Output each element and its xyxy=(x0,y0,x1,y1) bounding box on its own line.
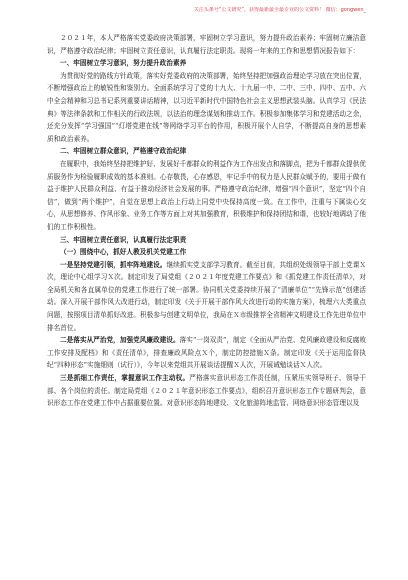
section-3-paragraph-1 xyxy=(47,259,366,335)
section-3-heading: 三、牢固树立责任意识，认真履行法定职责 xyxy=(60,235,187,244)
document-body xyxy=(47,32,366,410)
intro-paragraph: ２０２１年，本人严格落实党委政府决策部署，牢固树立学习意识，努力提升政治素养；牢固树立廉洁意识，严格遵守政治纪律；牢固树立责任意识，认真履行法定职责。现将一年来的工作和思想情况报告如下： xyxy=(47,34,366,55)
section-3-subheading: （一）围绕中心，抓好人教及机关党建工作 xyxy=(60,248,187,257)
section-1-heading: 一、牢固树立学习意识，努力提升政治素养 xyxy=(60,59,187,68)
section-2-paragraph: 在履职中，我始终坚持把维护好、发展好千都群众的利益作为工作出发点和落脚点，把为千都群众提供优质服务作为检验履职成效的基本准则。心存敬畏，心存感恩，牢记手中的权力是人民群众赋予的，要用于做有益于维护人民群众利益、有益于推动经济社会发展的事。严格遵守政治纪律，增强“四个意识”，坚定“四个自信”，做到“两个维护”，自觉在思想上政治上行动上同党中央保持高度一致。在工作中，注重与下属谈心交心，从思想修养、作风形象、业务工作等方面上对其加强教育，积极维护和保持团结和谐，也较好地调动了他们的工作积极性。 xyxy=(47,159,366,231)
section-2-heading: 二、牢固树立群众意识，严格遵守政治纪律 xyxy=(60,147,187,156)
section-3-paragraph-3 xyxy=(47,372,366,410)
paragraph-3-text: 严格落实意识形态工作责任制，压紧压实领导班子、领导干部、各个岗位的责任。制定局党组《２０２１年意识形态工作要点》，组织召开意识形态工作专题研判会，意识形态工作在党建工作中占据重要位置。对意识形态阵地建设、文化旅游阵地监管、网络意识形态管理以及 xyxy=(47,374,366,408)
paragraph-1-text: 继续抓实党支部学习教育。截至目前，共组织处级领导干部上党课Ｘ次，理论中心组学习Ｘ次。制定印发了局党组《２０２１年度党建工作要点》和《抓党建工作责任清单》，对全局机关和各直属单位的党建工作进行了统一部署。协同机关党委持续开展了“清廉单位”“先锋示范”创建活动。深入开展干部作风大改进行动，制定印发《关于开展干部作风大改进行动的实施方案》，梳理六大类重点问题，按照项目清单抓好改进。积极参与创建文明单位，我局在Ｘ市级推荐全省精神文明建设工作先进单位中排名首位。 xyxy=(47,260,366,332)
paragraph-2-lead: 二是落实从严治党，加强党风廉政建设。 xyxy=(60,336,180,345)
section-3-paragraph-2 xyxy=(47,334,366,372)
paragraph-3-lead: 三是抓细工作责任，掌握意识工作主动权。 xyxy=(60,374,190,383)
paragraph-2-text: 落实“一岗双责”，制定《全面从严治党、党风廉政建设和反腐败工作安排及配档》和《责任清单》，排查廉政风险点Ｘ个，制定防控措施Ｘ条。制定印发《关于运用监督执纪“四种形态”实施细则（试行）》，今年以来党组共开展谈话提醒Ｘ人次，开展诫勉谈话Ｘ人次。 xyxy=(47,336,366,370)
paragraph-1-lead: 一是坚持党建引领，抓牢阵地建设。 xyxy=(60,260,167,269)
source-banner: 关注头条号“公文研究”，获得最新最全最专业的公文资料！ 微信：gongwen_ xyxy=(193,7,366,13)
section-1-paragraph: 为贯彻好党的路线方针政策，落实好党委政府的决策部署，始终坚持把加强政治理论学习放在突出位置，不断增强政治上的敏锐性和鉴别力。全面系统学习了党的十九大、十九届一中、二中、三中、四中、五中、六中全会精神和习总书记系列重要讲话精神，以习近平新时代中国特色社会主义思想武装头脑。认真学习《民法典》等法律条款和工作相关的行政法规，以法治的理念谋划和推动工作。积极参加集体学习和党建活动之余，还充分发挥“学习强国”“灯塔党建在线”等网络学习平台的作用，积极开展个人自学，不断提高自身的思想素质和政治素养。 xyxy=(47,71,366,143)
